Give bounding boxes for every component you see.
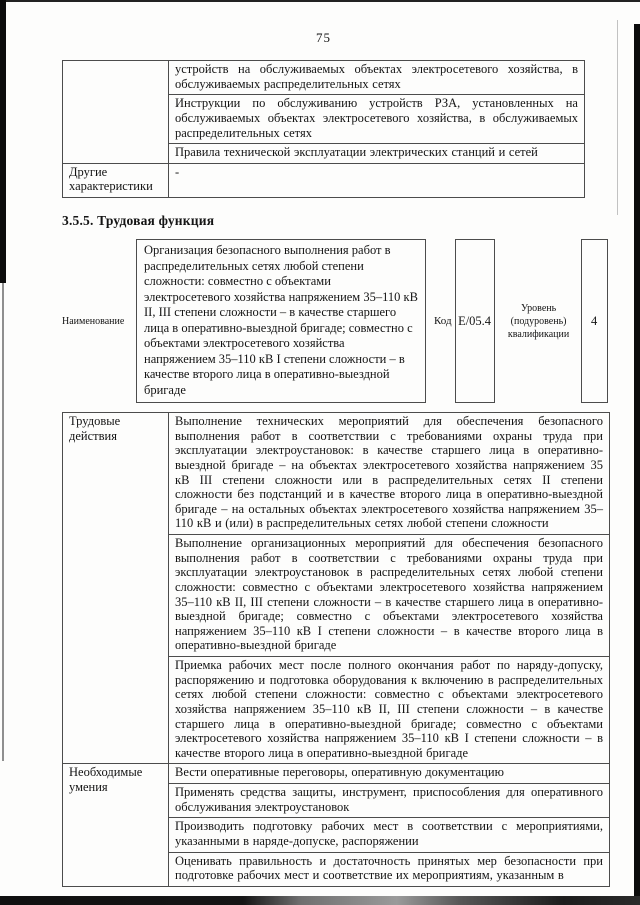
empty-label-cell [63,61,169,164]
scan-left-edge-artifact [0,0,6,283]
labor-action-item: Выполнение организационных мероприятий для обеспечения безопасного выполнения работ в соответствии с требованиями охраны труда при эксплуатации электроустановок в распределительных сетях любой степени сложности: совместно с объектами электросетевого хозяйства напряжением 35–110 кВ II, III степени сложности – в качестве старшего лица в оперативно-выездной бригаде; совместно с объектами электросетевого хозяйства напряжением 35–110 кВ I степени сложности – в качестве второго лица в оперативно-выездной бригаде [169,535,610,657]
required-skill-item: Вести оперативные переговоры, оперативную документацию [169,764,610,784]
required-skill-item: Оценивать правильность и достаточность принятых мер безопасности при подготовке рабочих мест и соответствие их мероприятиям, указанным в [169,852,610,886]
table-row [63,764,610,784]
knowledge-item: Инструкции по обслуживанию устройств РЗА, установленных на обслуживаемых объектах электросетевого хозяйства, в обслуживаемых распределительных сетях [169,95,585,144]
section-heading: 3.5.5. Трудовая функция [62,213,215,228]
table-row [63,163,585,197]
continuation-table [62,60,585,198]
labor-action-item: Выполнение технических мероприятий для обеспечения безопасного выполнения работ в соответствии с требованиями охраны труда при эксплуатации электроустановок: в качестве старшего лица в оперативно-выездной бригаде – на объектах электросетевого хозяйства напряжением 35 кВ III степени сложности или в распределительных сетях II степени сложности без подстанций и в качестве второго лица в оперативно-выездной бригаде – на остальных объектах электросетевого хозяйства напряжением 35–110 кВ и (или) в распределительных сетях любой степени сложности [169,413,610,535]
name-label: Наименование [62,315,125,327]
labor-action-item: Приемка рабочих мест после полного окончания работ по наряду-допуску, распоряжению и подготовка оборудования к включению в распределительных сетях любой степени сложности: совместно с объектами электросетевого хозяйства напряжением 35–110 кВ II, III степени сложности – в качестве старшего лица в оперативно-выездной бригаде; совместно с объектами электросетевого хозяйства напряжением 35–110 кВ I степени сложности – в качестве второго лица в оперативно-выездной бригаде [169,657,610,764]
other-characteristics-label: Другие характеристики [63,163,169,197]
required-skills-label: Необходимые умения [63,764,169,886]
code-value-box: Е/05.4 [455,239,495,403]
page-number: 75 [316,30,331,45]
scan-right-faint-line [617,20,618,215]
required-skill-item: Применять средства защиты, инструмент, приспособления для оперативного обслуживания электроустановок [169,784,610,818]
level-label: Уровень (подуровень) квалификации [507,302,570,340]
labor-actions-label: Трудовые действия [63,413,169,764]
level-value-box: 4 [581,239,608,403]
code-label: Код [434,315,452,327]
labor-function-table [62,412,610,887]
scan-left-edge-line [2,283,4,761]
scan-top-edge-artifact [0,0,640,2]
name-text-box: Организация безопасного выполнения работ в распределительных сетях любой степени сложности: совместно с объектами электросетевого хозяйства напряжением 35–110 кВ II, III степени сложности – в качестве старшего лица в оперативно-выездной бригаде; совместно с объектами электросетевого хозяйства напряжением 35–110 кВ I степени сложности – в качестве второго лица в оперативно-выездной бригаде [136,239,426,403]
scan-right-edge-artifact [634,24,640,898]
scan-bottom-edge-artifact [0,896,640,905]
other-characteristics-value: - [169,163,585,197]
required-skill-item: Производить подготовку рабочих мест в соответствии с мероприятиями, указанными в наряде-допуске, распоряжении [169,818,610,852]
table-row [63,61,585,95]
table-row [63,413,610,535]
labor-function-name-row [62,239,610,403]
knowledge-item: Правила технической эксплуатации электрических станций и сетей [169,144,585,164]
knowledge-item: устройств на обслуживаемых объектах электросетевого хозяйства, в обслуживаемых распределительных сетях [169,61,585,95]
document-page [62,30,610,887]
